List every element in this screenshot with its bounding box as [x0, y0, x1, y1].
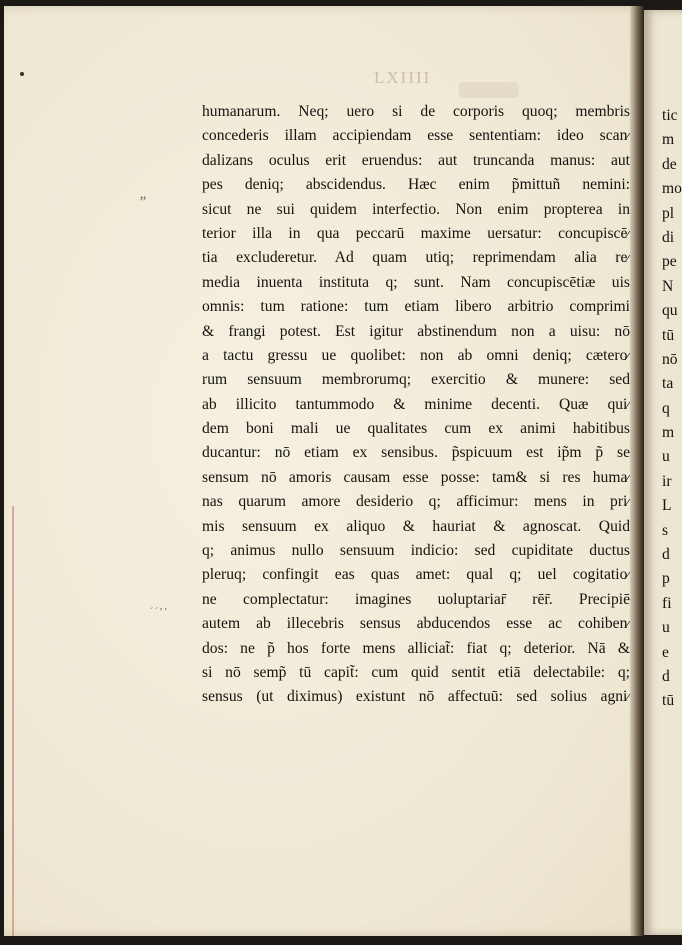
facing-fragment: q — [662, 399, 670, 417]
facing-fragment: fi — [662, 594, 672, 612]
facing-fragment: u — [662, 619, 670, 637]
text-column — [202, 100, 630, 710]
left-page — [4, 6, 644, 936]
page-edge-mark — [12, 506, 14, 936]
facing-fragment: m — [662, 424, 675, 442]
text-line: dalizans oculus erit eruendus: aut truncanda manus: aut — [202, 151, 630, 169]
book-gutter — [630, 6, 644, 936]
facing-fragment: tū — [662, 692, 675, 710]
text-line: omnis: tum ratione: tum etiam libero arbitrio comprimi — [202, 298, 630, 316]
facing-fragment: di — [662, 228, 675, 246]
facing-fragment: ta — [662, 375, 674, 393]
facing-fragment: d — [662, 667, 670, 685]
facing-fragment: u — [662, 448, 670, 466]
margin-note: ´´ʼʼ — [149, 606, 168, 618]
ink-dot — [20, 72, 24, 76]
facing-fragment: nō — [662, 350, 678, 368]
margin-note: ” — [138, 194, 147, 210]
facing-fragment: p — [662, 570, 670, 588]
text-line: nas quarum amore desiderio q; afficimur: mens in pri∕ — [202, 493, 630, 511]
folio-number: LXIIII — [374, 68, 432, 87]
facing-fragment: pl — [662, 204, 675, 222]
facing-text-column — [662, 104, 682, 714]
text-line: dos: ne p̃ hos forte mens alliciat̃: fiat q; deterior. Nā & — [202, 639, 630, 657]
facing-fragment: pe — [662, 253, 677, 271]
text-line: media inuenta instituta q; sunt. Nam concupiscētiæ uis — [202, 273, 630, 291]
text-line: tia excluderetur. Ad quam utiq; reprimendam alia re∕ — [202, 249, 630, 267]
facing-fragment: e — [662, 643, 669, 661]
text-line: si nō semp̃ tū capit̃: cum quid sentit etiā delectabile: q; — [202, 663, 630, 681]
text-line: sensum nō amoris causam esse posse: tam& si res huma∕ — [202, 468, 630, 486]
text-line: autem ab illecebris sensus abducendos esse ac cohiben∕ — [202, 615, 630, 633]
facing-fragment: de — [662, 155, 677, 173]
facing-fragment: L — [662, 497, 672, 515]
text-line: concederis illam accipiendam esse sententiam: ideo scan∕ — [202, 127, 630, 145]
text-line: q; animus nullo sensuum indicio: sed cupiditate ductus — [202, 542, 630, 560]
facing-fragment: N — [662, 277, 674, 295]
text-line: terior illa in qua peccarū maxime uersatur: concupiscē∕ — [202, 224, 630, 242]
show-through-ink — [459, 82, 519, 98]
facing-fragment: tū — [662, 326, 675, 344]
text-line: humanarum. Neq; uero si de corporis quoq; membris — [202, 103, 630, 120]
right-page — [644, 10, 682, 935]
facing-fragment: tic — [662, 107, 678, 124]
text-line: pes deniq; abscidendus. Hæc enim p̃mittuñ nemini: — [202, 176, 630, 194]
text-line: ab illicito tantummodo & minime decenti. Quæ qui∕ — [202, 395, 630, 413]
text-line: sicut ne sui quidem interfectio. Non enim propterea in — [202, 200, 630, 218]
facing-fragment: s — [662, 521, 669, 539]
facing-fragment: mo — [662, 180, 682, 198]
text-line: pleruq; confingit eas quas amet: qual q; uel cogitatio∕ — [202, 566, 630, 584]
facing-fragment: m — [662, 131, 675, 149]
text-line: & frangi potest. Est igitur abstinendum non a uisu: nō — [202, 322, 630, 340]
text-line: dem boni mali ue qualitates cum ex animi habitibus — [202, 420, 630, 438]
facing-fragment: d — [662, 546, 670, 564]
facing-fragment: qu — [662, 302, 678, 320]
facing-fragment: ir — [662, 472, 672, 490]
text-line: ducantur: nō etiam ex sensibus. p̃spicuum est ip̃m p̃ se — [202, 444, 630, 462]
text-line: a tactu gressu ue quolibet: non ab omni deniq; cætero∕ — [202, 346, 630, 364]
text-line: sensus (ut diximus) existunt nō affectuū: sed solius agni∕ — [202, 688, 630, 706]
text-line: ne complectatur: imagines uoluptariar̄ rēr̄. Precipiē — [202, 590, 630, 608]
text-line: mis sensuum ex aliquo & hauriat & agnoscat. Quid — [202, 517, 630, 535]
text-line: rum sensuum membrorumq; exercitio & munere: sed — [202, 371, 630, 389]
